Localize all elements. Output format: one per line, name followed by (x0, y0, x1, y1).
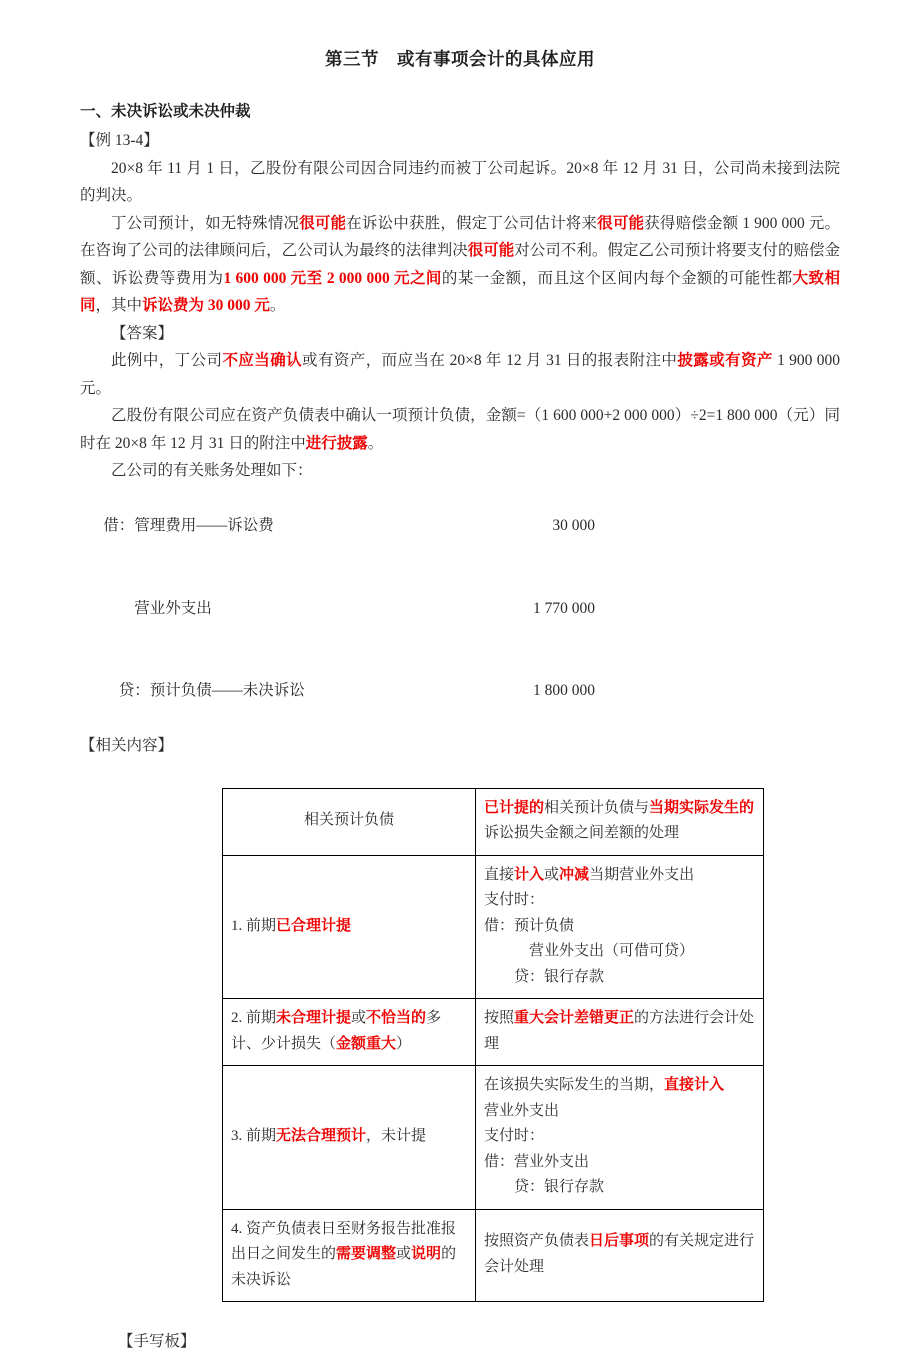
r2-highlight-2: 不恰当的 (366, 1010, 427, 1026)
document-body (80, 71, 840, 1356)
table-row1-label (223, 855, 476, 999)
table-row (223, 1209, 764, 1302)
th2-seg2: 相关预计负债与 (544, 799, 650, 816)
treatment-line: 支付时： (484, 892, 545, 908)
treatment-line (484, 1073, 755, 1099)
r2-seg4: ） (396, 1035, 412, 1052)
p4-highlight-1: 进行披露 (305, 434, 368, 452)
section-number: 第三节 (325, 49, 379, 69)
r4-seg1: 4. 资产负债表日至财务报告批准报出日之间发生的 (231, 1220, 457, 1262)
r3-seg2: ，未计提 (366, 1128, 427, 1144)
r3-seg1: 3. 前期 (231, 1128, 277, 1144)
tl-part: 或 (544, 866, 560, 883)
tl-part: 的有关规定进行会计处理 (484, 1233, 755, 1275)
p3-highlight-1: 不应当确认 (222, 352, 303, 369)
r2-seg2: 或 (351, 1010, 367, 1026)
p2-seg4: 对公司不利。假定乙公司预计将要支付的赔偿金额、诉讼费等费用为 (80, 242, 840, 287)
table-row (223, 855, 764, 999)
related-content-table-wrap (80, 788, 840, 1303)
paragraph-answer-ding (80, 347, 840, 402)
provision-treatment-table (222, 788, 764, 1303)
th2-seg4: 诉讼损失金额之间差额的处理 (484, 825, 680, 841)
journal-entry-row (80, 650, 840, 733)
subsection-heading: 一、未决诉讼或未决仲裁 (80, 103, 251, 120)
p3-seg3: 1 900 000 元。 (80, 352, 840, 397)
paragraph-answer-yi (80, 402, 840, 457)
p3-seg2: 或有资产，而应当在 20×8 年 12 月 31 日的报表附注中 (302, 352, 678, 369)
r4-seg2: 或 (396, 1246, 412, 1262)
r1-highlight-1: 已合理计提 (276, 917, 352, 934)
p2-highlight-2: 很可能 (597, 214, 645, 232)
handwriting-label: 【手写板】 (118, 1333, 196, 1350)
table-row3-treatment (476, 1066, 764, 1210)
journal-entry-row (80, 567, 840, 650)
journal-amount: 30 000 (552, 517, 595, 534)
table-row4-treatment (476, 1209, 764, 1302)
table-row (223, 999, 764, 1066)
treatment-line: 支付时： (484, 1128, 545, 1144)
p2-highlight-1: 很可能 (299, 214, 347, 232)
journal-amount: 1 800 000 (533, 682, 595, 699)
treatment-line: 营业外支出（可借可贷） (484, 943, 695, 959)
section-name: 或有事项会计的具体应用 (397, 49, 595, 69)
r3-highlight-1: 无法合理预计 (276, 1128, 367, 1144)
page-title (0, 0, 920, 71)
journal-account: 借：管理费用——诉讼费 (103, 517, 274, 534)
r2-highlight-1: 未合理计提 (276, 1010, 352, 1026)
r2-seg1: 2. 前期 (231, 1010, 277, 1026)
r4-highlight-1: 需要调整 (336, 1246, 397, 1262)
p2-highlight-6: 诉讼费为 30 000 元 (142, 297, 270, 314)
p2-highlight-4: 1 600 000 元至 2 000 000 元之间 (223, 269, 442, 287)
table-header-col2 (476, 788, 764, 855)
p1-text: 20×8 年 11 月 1 日，乙股份有限公司因合同违约而被丁公司起诉。20×8 年 12 月 31 日，公司尚未接到法院的判决。 (80, 159, 840, 204)
tl-part: 当期营业外支出 (589, 866, 695, 883)
p2-highlight-5: 大致相同 (80, 269, 840, 314)
journal-entry-row (80, 485, 840, 568)
table-row (223, 788, 764, 855)
p2-seg2: 在诉讼中获胜，假定丁公司估计将来 (346, 214, 598, 232)
paragraph-entries-intro (80, 457, 840, 485)
r4-seg3: 的未决诉讼 (231, 1246, 457, 1288)
treatment-line: 借：预计负债 (484, 917, 575, 934)
r2-seg3: 多计、少计损失（ (231, 1010, 442, 1052)
th2-highlight-2: 当期实际发生的 (649, 799, 755, 816)
p2-seg5: 的某一金额，而且这个区间内每个金额的可能性都 (441, 269, 793, 287)
tl-part: 按照 (484, 1010, 515, 1026)
example-label: 【例 13-4】 (80, 132, 159, 149)
tl-part: 的方法进行会计处理 (484, 1010, 755, 1052)
tl-part-hl: 重大会计差错更正 (514, 1010, 635, 1026)
table-header-col1: 相关预计负债 (223, 788, 476, 855)
treatment-line (484, 1006, 755, 1057)
tl-part: 直接 (484, 866, 515, 883)
table-row4-label (223, 1209, 476, 1302)
p2-seg6: ，其中 (95, 297, 143, 314)
treatment-line (484, 1229, 755, 1280)
journal-amount: 1 770 000 (533, 599, 595, 617)
treatment-line: 贷：银行存款 (484, 1179, 605, 1195)
tl-part: 按照资产负债表 (484, 1233, 590, 1250)
tl-part-hl: 直接计入 (664, 1077, 725, 1093)
p2-seg1: 丁公司预计，如无特殊情况 (111, 214, 300, 232)
p2-highlight-3: 很可能 (467, 242, 515, 259)
r1-seg1: 1. 前期 (231, 917, 277, 934)
p4-seg2: 。 (367, 434, 384, 452)
th2-highlight-1: 已计提的 (484, 799, 545, 816)
tl-part: 在该损失实际发生的当期， (484, 1077, 665, 1093)
paragraph-case-facts (80, 155, 840, 210)
paragraph-estimates (80, 210, 840, 320)
tl-part-hl: 日后事项 (589, 1233, 650, 1250)
journal-account: 营业外支出 (103, 599, 212, 617)
answer-label: 【答案】 (111, 324, 174, 342)
treatment-line: 营业外支出 (484, 1102, 560, 1119)
p4-seg1: 乙股份有限公司应在资产负债表中确认一项预计负债，金额=（1 600 000+2 000 000）÷2=1 800 000（元）同时在 20×8 年 12 月 31 日的附注中 (80, 407, 840, 452)
treatment-line (484, 863, 755, 889)
table-row2-treatment (476, 999, 764, 1066)
p5-text: 乙公司的有关账务处理如下： (111, 462, 313, 479)
p3-highlight-2: 披露或有资产 (677, 352, 773, 369)
treatment-line: 借：营业外支出 (484, 1153, 590, 1170)
journal-account: 贷：预计负债——未决诉讼 (103, 682, 305, 699)
related-content-label: 【相关内容】 (80, 737, 174, 754)
p3-seg1: 此例中，丁公司 (111, 352, 223, 369)
r4-highlight-2: 说明 (411, 1246, 442, 1262)
p2-seg3: 获得赔偿金额 1 900 000 元。在咨询了公司的法律顾问后，乙公司认为最终的法律判决 (80, 214, 840, 259)
tl-part-hl: 计入 (514, 866, 545, 883)
table-row2-label (223, 999, 476, 1066)
table-row3-label (223, 1066, 476, 1210)
table-row1-treatment (476, 855, 764, 999)
r2-highlight-3: 金额重大 (336, 1035, 397, 1052)
table-row (223, 1066, 764, 1210)
tl-part-hl: 冲减 (559, 866, 590, 883)
treatment-line: 贷：银行存款 (484, 968, 605, 985)
p2-seg7: 。 (269, 297, 286, 314)
